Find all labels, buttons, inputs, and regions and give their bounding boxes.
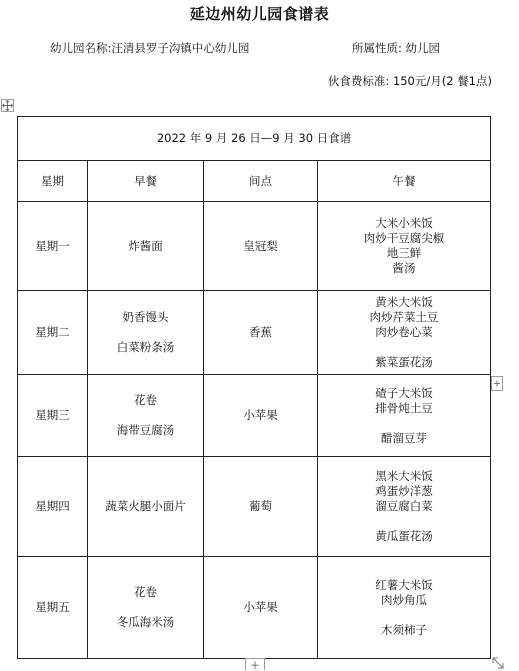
table-row: [18, 375, 491, 457]
line-gap: [318, 340, 490, 355]
lunch-cell: [318, 375, 491, 457]
dish-line: 奶香馒头: [122, 310, 169, 324]
table-row: [18, 457, 491, 557]
dish-line: 黄瓜蛋花汤: [375, 529, 433, 543]
dish-line: 酱汤: [392, 261, 416, 275]
snack-cell: 葡萄: [204, 457, 318, 557]
header-day: 星期: [18, 161, 88, 202]
dish-line: 肉炒角瓜: [381, 592, 428, 607]
add-row-handle[interactable]: [245, 658, 265, 670]
dish-line: 地三鲜: [386, 246, 422, 260]
line-gap: [318, 608, 490, 623]
dish-line: 白菜粉条汤: [116, 340, 175, 354]
day-cell: 星期二: [18, 291, 88, 375]
day-cell: 星期三: [18, 375, 88, 457]
dish-line: 肉炒芹菜土豆: [369, 310, 439, 324]
lunch-cell: [318, 457, 491, 557]
dish-line: 大米小米饭: [375, 216, 433, 230]
dish-line: 炸酱面: [128, 238, 163, 253]
dish-line: 碴子大米饭: [375, 385, 433, 400]
day-cell: 星期五: [18, 557, 88, 659]
lunch-cell: [318, 291, 491, 375]
dish-line: 花卷: [134, 393, 157, 407]
lunch-cell: [318, 202, 491, 291]
snack-cell: 小苹果: [204, 375, 318, 457]
dish-line: 醋溜豆芽: [381, 430, 428, 445]
menu-table: [17, 116, 491, 659]
dish-line: 排骨炖土豆: [375, 400, 433, 415]
table-move-handle[interactable]: [1, 99, 14, 112]
table-caption: 2022 年 9 月 26 日—9 月 30 日食谱: [18, 117, 491, 161]
dish-line: 鸡蛋炒洋葱: [375, 484, 433, 498]
add-column-handle[interactable]: [491, 376, 503, 391]
header-row: [18, 161, 491, 202]
breakfast-cell: [88, 557, 204, 659]
fee-standard: 伙食费标准: 150元/月(2 餐1点): [327, 74, 492, 88]
plus-icon: [246, 659, 264, 671]
dish-line: 木须柿子: [381, 622, 428, 637]
table-row: [18, 202, 491, 291]
lunch-cell: [318, 557, 491, 659]
day-cell: 星期一: [18, 202, 88, 291]
breakfast-cell: [88, 291, 204, 375]
header-snack: 间点: [204, 161, 318, 202]
dish-line: 海带豆腐汤: [116, 423, 175, 437]
document-title: 延边州幼儿园食谱表: [189, 5, 330, 23]
ownership-type: 所属性质: 幼儿园: [352, 41, 441, 55]
line-gap: [318, 514, 490, 529]
plus-icon: [492, 377, 502, 390]
caption-row: [18, 117, 491, 161]
table-row: [18, 291, 491, 375]
day-cell: 星期四: [18, 457, 88, 557]
table-resize-handle[interactable]: [492, 657, 504, 669]
snack-cell: 小苹果: [204, 557, 318, 659]
move-arrows-icon: [2, 100, 13, 111]
dish-line: 花卷: [134, 585, 157, 599]
snack-cell: 皇冠梨: [204, 202, 318, 291]
dish-line: 蔬菜火腿小面片: [105, 499, 186, 513]
dish-line: 肉炒干豆腐尖椒: [363, 231, 445, 245]
breakfast-cell: [88, 457, 204, 557]
line-gap: [88, 600, 203, 615]
line-gap: [318, 416, 490, 431]
breakfast-cell: [88, 202, 204, 291]
dish-line: 黄米大米饭: [375, 295, 433, 309]
line-gap: [88, 325, 203, 340]
dish-line: 溜豆腐白菜: [375, 499, 433, 513]
line-gap: [88, 408, 203, 423]
dish-line: 黑米大米饭: [375, 469, 433, 483]
breakfast-cell: [88, 375, 204, 457]
resize-arrow-icon: [492, 657, 504, 669]
header-breakfast: 早餐: [88, 161, 204, 202]
dish-line: 紫菜蛋花汤: [375, 355, 433, 369]
header-lunch: 午餐: [318, 161, 491, 202]
table-row: [18, 557, 491, 659]
dish-line: 红薯大米饭: [375, 577, 433, 592]
snack-cell: 香蕉: [204, 291, 318, 375]
kindergarten-name: 幼儿园名称:汪清县罗子沟镇中心幼儿园: [50, 41, 250, 55]
dish-line: 肉炒卷心菜: [375, 325, 433, 339]
dish-line: 冬瓜海米汤: [116, 615, 175, 629]
